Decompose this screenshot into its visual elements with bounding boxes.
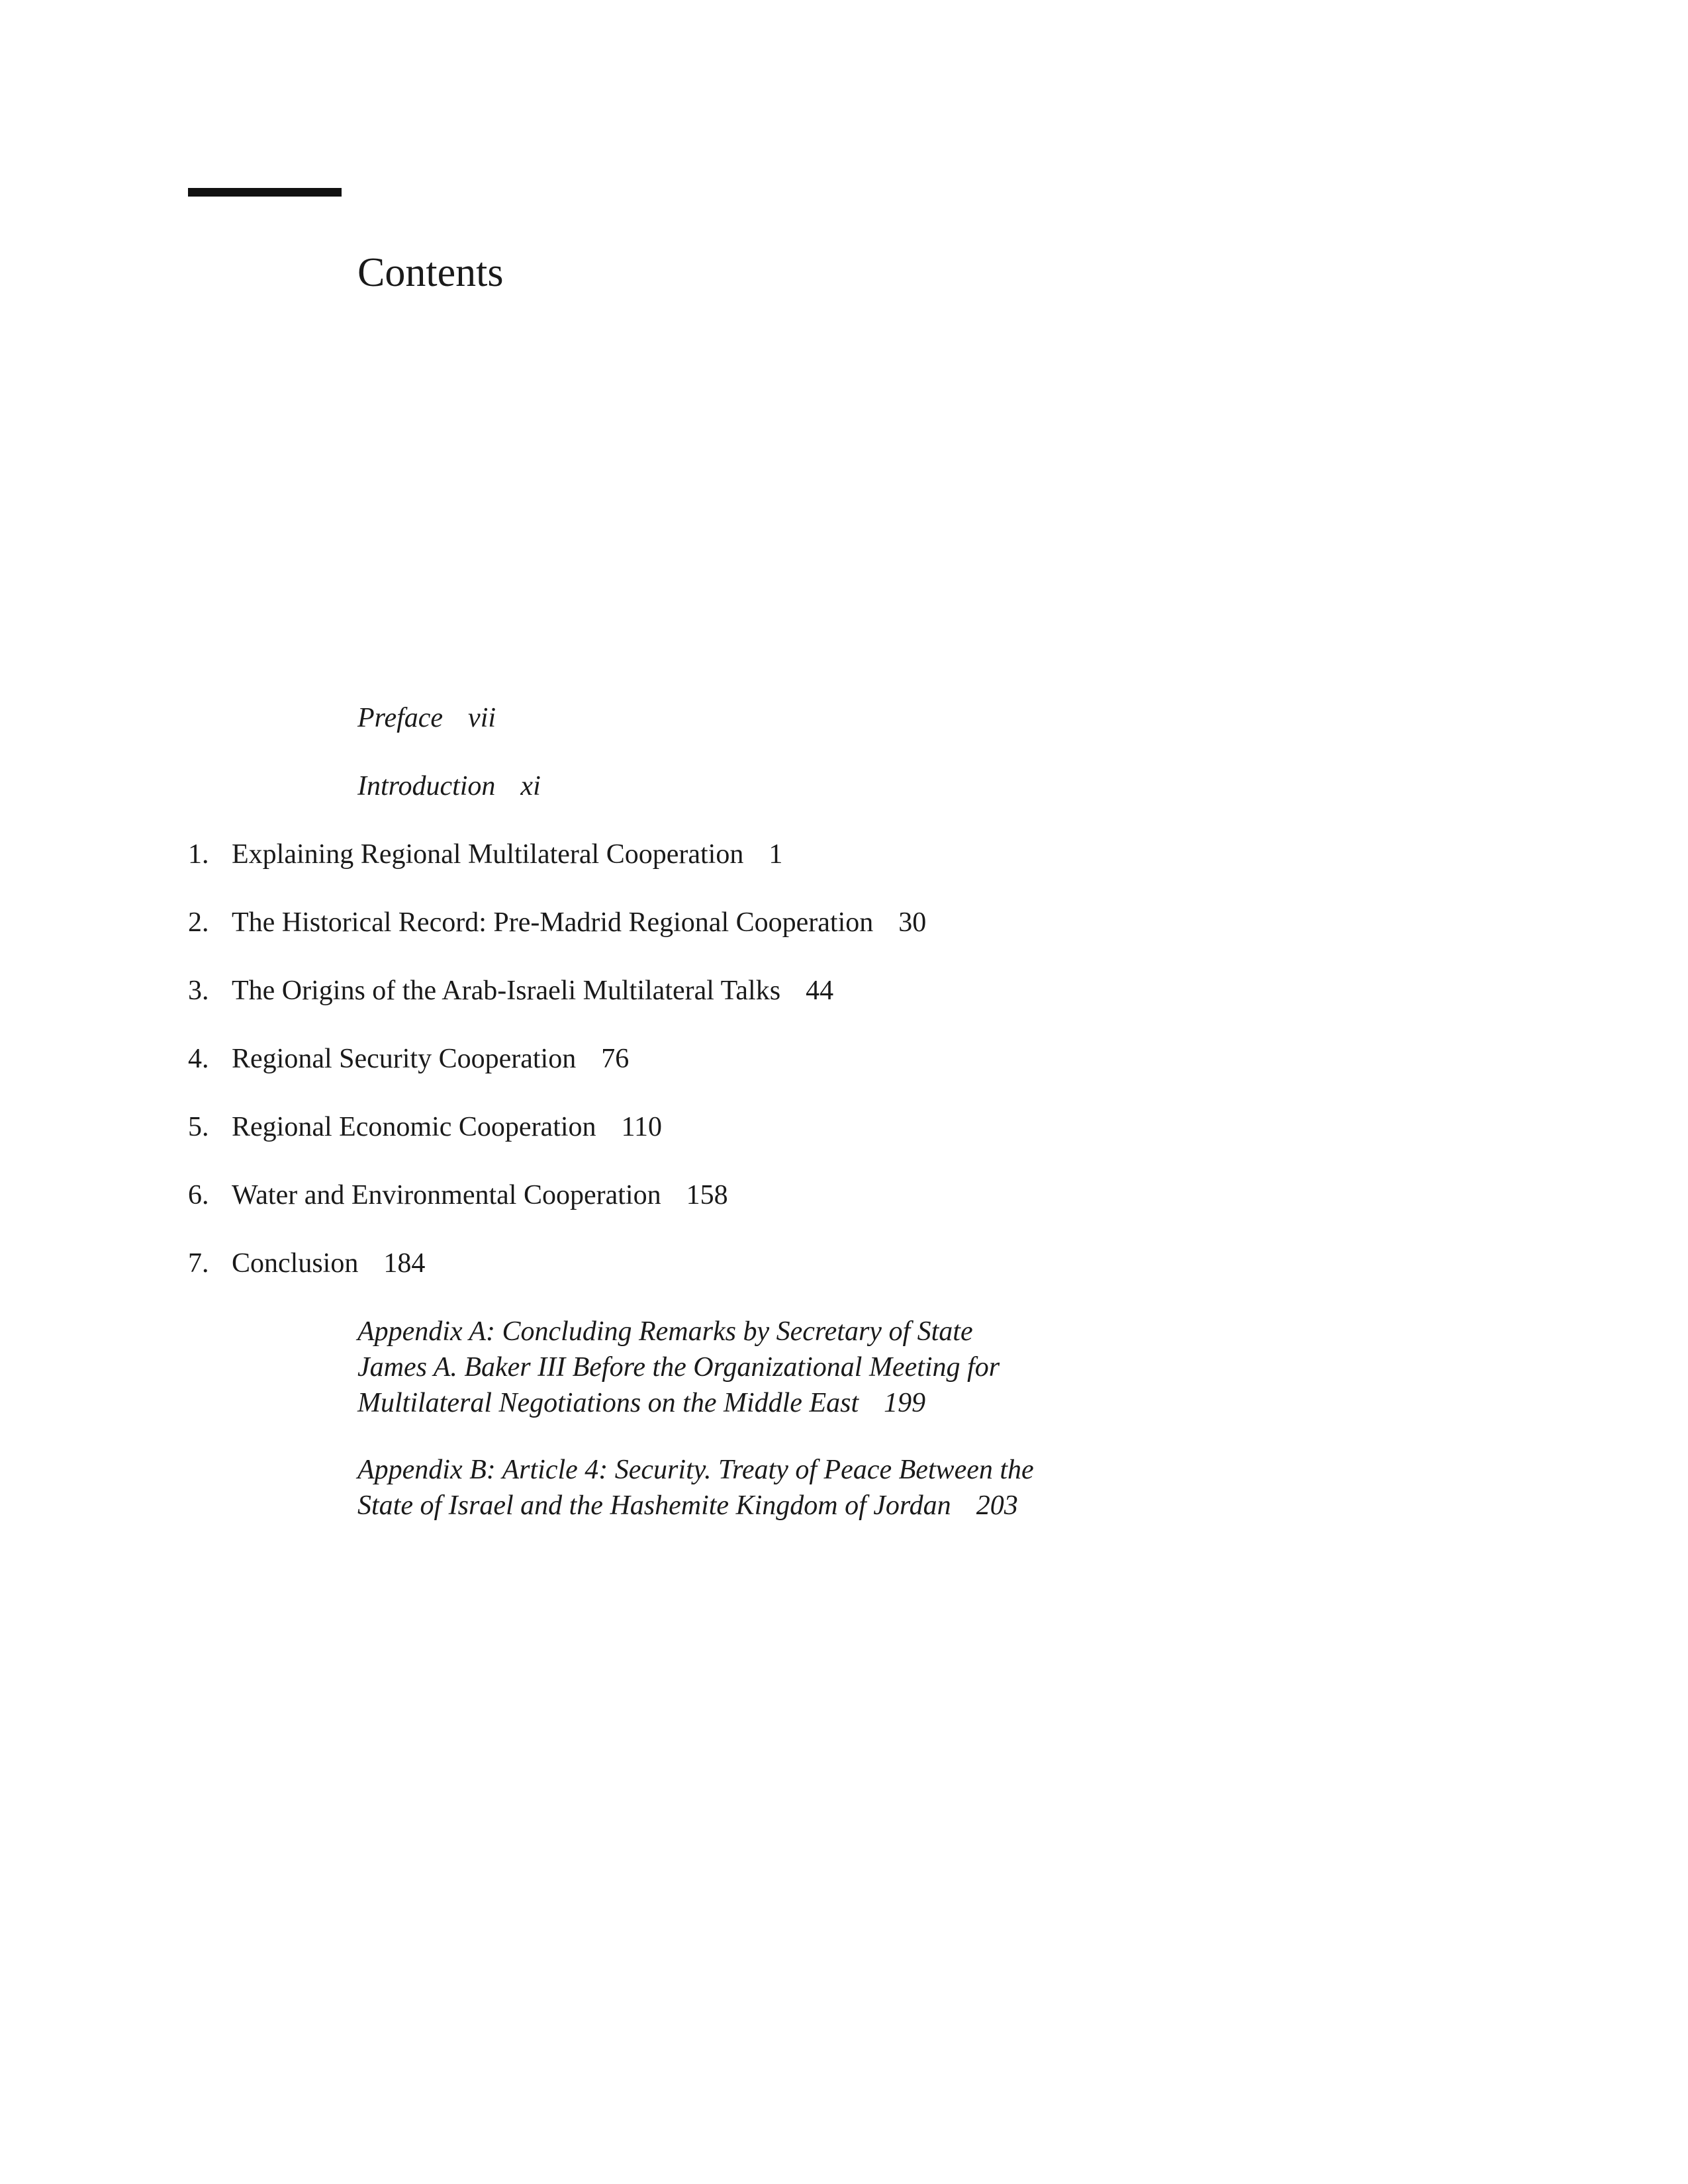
toc-entry-chapter-4[interactable] [188, 1041, 1247, 1077]
entry-page-number: 76 [601, 1044, 630, 1074]
entry-page-number: 44 [806, 976, 834, 1006]
chapter-number: 2. [188, 907, 209, 938]
toc-entry-chapter-2[interactable] [188, 905, 1247, 940]
chapter-number: 1. [188, 839, 209, 870]
entry-title: Explaining Regional Multilateral Cooperation [232, 839, 744, 870]
entry-page-number: 203 [976, 1490, 1018, 1521]
entry-title-line: James A. Baker III Before the Organizational Meeting for [357, 1352, 1000, 1383]
toc-entry-chapter-3[interactable] [188, 973, 1247, 1009]
entry-page-number: vii [468, 703, 496, 733]
toc-entry-chapter-5[interactable] [188, 1109, 1247, 1145]
entry-page-number: 199 [884, 1388, 926, 1418]
entry-title: Regional Security Cooperation [232, 1044, 577, 1074]
toc-entry-chapter-6[interactable] [188, 1177, 1247, 1213]
chapter-number: 4. [188, 1044, 209, 1074]
entry-page-number: 30 [898, 907, 927, 938]
toc-entry-preface[interactable] [357, 700, 496, 736]
chapter-number: 6. [188, 1180, 209, 1210]
entry-page-number: 184 [383, 1248, 426, 1279]
chapter-number: 5. [188, 1112, 209, 1142]
chapter-number: 7. [188, 1248, 209, 1279]
entry-title: Introduction [357, 771, 496, 801]
entry-page-number: 110 [621, 1112, 662, 1142]
toc-entry-appendix-b[interactable] [357, 1452, 1034, 1524]
entry-title-line: State of Israel and the Hashemite Kingdom of Jordan [357, 1490, 951, 1521]
entry-page-number: 158 [686, 1180, 728, 1210]
entry-title: The Origins of the Arab-Israeli Multilateral Talks [232, 976, 781, 1006]
entry-title-line: Appendix A: Concluding Remarks by Secretary of State [357, 1316, 973, 1347]
toc-entry-appendix-a[interactable] [357, 1314, 1000, 1421]
entry-title: Preface [357, 703, 444, 733]
entry-title: The Historical Record: Pre-Madrid Regional Cooperation [232, 907, 874, 938]
entry-title-line: Appendix B: Article 4: Security. Treaty of Peace Between the [357, 1455, 1034, 1485]
toc-entry-chapter-7[interactable] [188, 1246, 1247, 1281]
chapter-number: 3. [188, 976, 209, 1006]
entry-page-number: xi [520, 771, 541, 801]
page-title: Contents [357, 250, 504, 295]
entry-title: Regional Economic Cooperation [232, 1112, 596, 1142]
entry-page-number: 1 [769, 839, 783, 870]
entry-title-line: Multilateral Negotiations on the Middle East [357, 1388, 859, 1418]
toc-entry-chapter-1[interactable] [188, 837, 1247, 872]
entry-title: Water and Environmental Cooperation [232, 1180, 661, 1210]
toc-entry-introduction[interactable] [357, 768, 541, 804]
entry-title: Conclusion [232, 1248, 359, 1279]
